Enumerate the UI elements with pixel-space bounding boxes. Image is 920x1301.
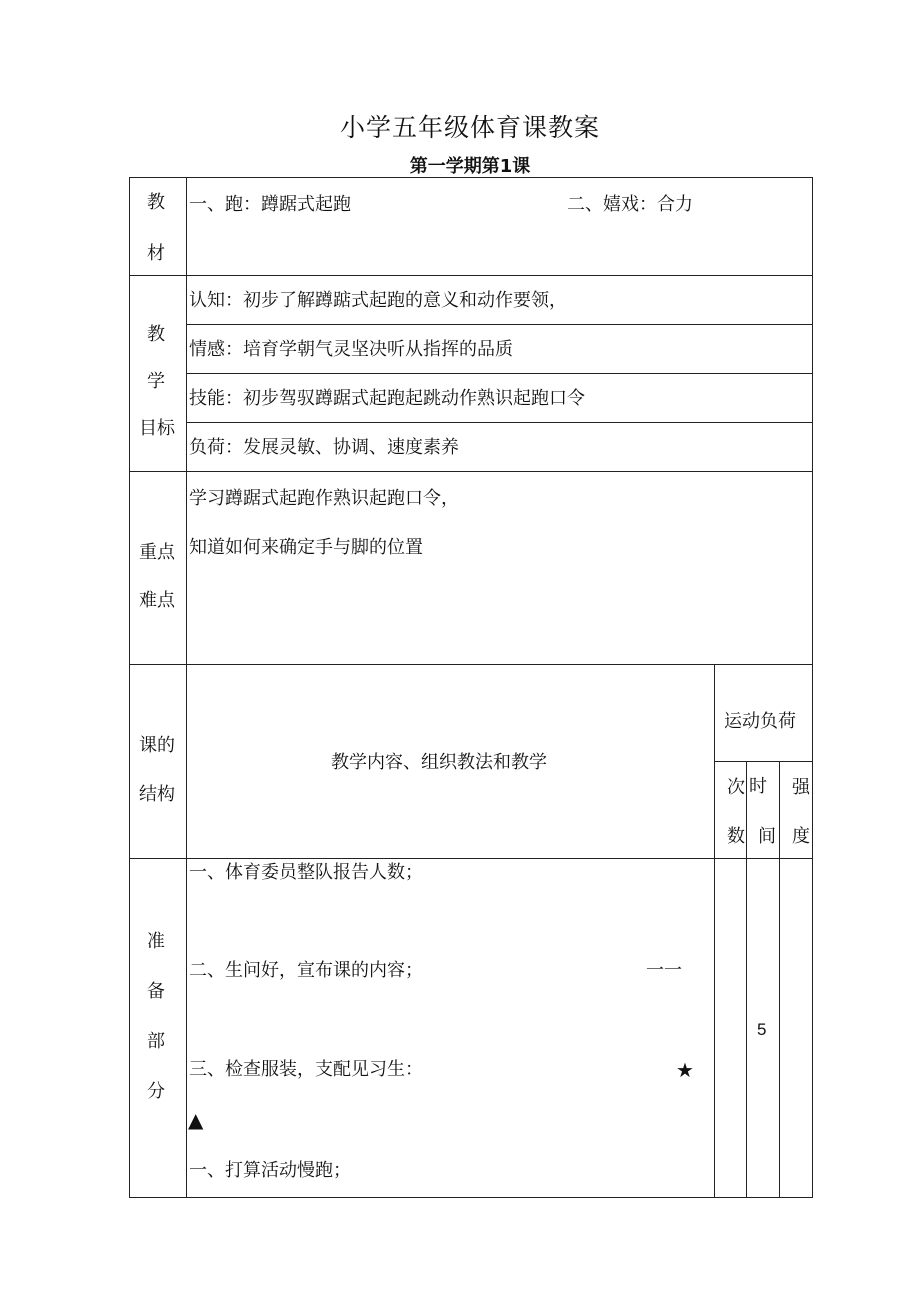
table-divider	[186, 177, 187, 1198]
key-points-label: 难点	[139, 590, 175, 611]
preparation-label: 分	[147, 1081, 165, 1102]
time-value: 5	[757, 1020, 767, 1039]
preparation-item: 二、生问好，宣布课的内容；	[189, 960, 423, 981]
col-times-header: 次	[727, 777, 745, 798]
star-icon: ★	[676, 1058, 694, 1082]
table-border-top	[129, 177, 813, 178]
table-divider	[186, 324, 813, 325]
preparation-label: 部	[147, 1031, 165, 1052]
structure-label: 课的	[139, 735, 175, 756]
objective-row: 技能：初步驾驭蹲踞式起跑起跳动作熟识起跑口令	[189, 388, 585, 409]
material-item: 二、嬉戏：合力	[567, 194, 693, 215]
table-divider	[129, 858, 813, 859]
col-intensity-header: 度	[792, 826, 810, 847]
col-time-header: 时	[749, 776, 767, 797]
key-points-text: 知道如何来确定手与脚的位置	[189, 537, 423, 558]
table-divider	[715, 761, 813, 762]
material-label: 教	[147, 192, 165, 213]
table-divider	[129, 471, 813, 472]
objective-row: 负荷：发展灵敏、协调、速度素养	[189, 437, 459, 458]
table-border-left	[129, 177, 130, 1198]
objectives-label: 学	[147, 371, 165, 392]
col-times-header: 数	[727, 826, 745, 847]
preparation-label: 备	[147, 981, 165, 1002]
objectives-label: 教	[147, 324, 165, 345]
table-divider	[746, 761, 747, 1198]
formation-mark: 一一	[646, 960, 682, 981]
material-item: 一、跑：蹲踞式起跑	[189, 194, 351, 215]
table-divider	[129, 275, 813, 276]
objectives-label: 目标	[139, 418, 175, 439]
preparation-item: 一、体育委员整队报告人数；	[189, 862, 423, 883]
table-divider	[186, 422, 813, 423]
page-title: 小学五年级体育课教案	[339, 113, 600, 142]
page-subtitle: 第一学期第1课	[409, 156, 531, 177]
triangle-icon: ▲	[188, 1108, 204, 1132]
table-divider	[714, 664, 715, 1198]
structure-label: 结构	[139, 784, 175, 805]
table-border-bottom	[129, 1197, 813, 1198]
preparation-item: 三、检查服装，支配见习生：	[189, 1059, 423, 1080]
col-intensity-header: 强	[792, 777, 810, 798]
table-divider	[186, 373, 813, 374]
table-divider	[129, 664, 813, 665]
objective-row: 认知：初步了解蹲踮式起跑的意义和动作要领，	[189, 290, 567, 311]
table-border-right	[812, 177, 813, 1198]
col-time-header: 间	[758, 826, 776, 847]
key-points-label: 重点	[139, 542, 175, 563]
table-divider	[779, 761, 780, 1198]
material-label: 材	[147, 243, 165, 264]
load-header: 运动负荷	[724, 711, 796, 732]
preparation-item: 一、打算活动慢跑；	[189, 1160, 351, 1181]
objective-row: 情感：培育学朝气灵坚决听从指挥的品质	[189, 339, 513, 360]
key-points-text: 学习蹲踞式起跑作熟识起跑口令，	[189, 488, 459, 509]
preparation-label: 准	[147, 931, 165, 952]
content-header: 教学内容、组织教法和教学	[331, 752, 547, 773]
